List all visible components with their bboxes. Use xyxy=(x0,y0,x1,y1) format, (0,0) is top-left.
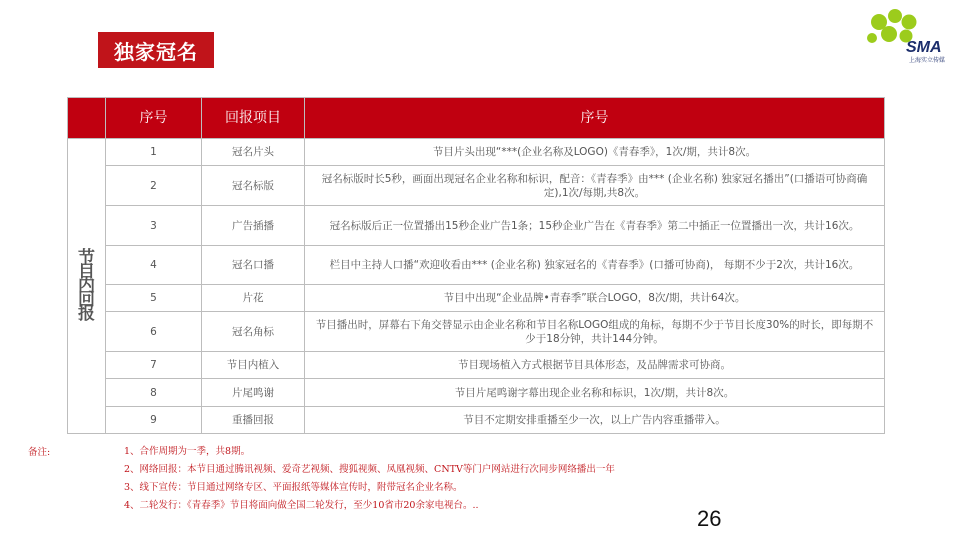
row-item: 冠名片头 xyxy=(202,139,305,166)
row-description: 节目片头出现“***(企业名称及LOGO)《青春季》，1次/期，共计8次。 xyxy=(305,139,885,166)
note-line: 1、合作周期为一季，共8期。 xyxy=(124,446,251,457)
table-row xyxy=(68,352,885,379)
row-number: 8 xyxy=(106,379,202,407)
table-row xyxy=(68,206,885,246)
table-header-row xyxy=(68,98,885,139)
notes-list xyxy=(124,444,615,516)
row-description: 栏目中主持人口播“欢迎收看由*** (企业名称) 独家冠名的《青春季》(口播可协商)， 每期不少于2次，共计16次。 xyxy=(305,246,885,285)
row-description: 节目不定期安排重播至少一次，以上广告内容重播带入。 xyxy=(305,407,885,434)
row-item: 广告插播 xyxy=(202,206,305,246)
row-number: 1 xyxy=(106,139,202,166)
note-line: 2、网络回报：本节目通过腾讯视频、爱奇艺视频、搜狐视频、凤凰视频、CNTV等门户网站进行次同步网络播出一年 xyxy=(124,464,615,475)
header-item: 回报项目 xyxy=(202,98,305,139)
table-row xyxy=(68,166,885,206)
header-empty xyxy=(68,98,106,139)
row-number: 5 xyxy=(106,285,202,312)
row-item: 片花 xyxy=(202,285,305,312)
note-line: 4、二轮发行：《青春季》节目将面向做全国二轮发行，至少10省市20余家电视台。.. xyxy=(124,500,479,511)
row-description: 节目现场植入方式根据节目具体形态，及品牌需求可协商。 xyxy=(305,352,885,379)
note-line: 3、线下宣传：节目通过网络专区、平面报纸等媒体宣传时，附带冠名企业名称。 xyxy=(124,482,463,493)
row-number: 9 xyxy=(106,407,202,434)
row-item: 冠名角标 xyxy=(202,312,305,352)
table-row xyxy=(68,312,885,352)
row-item: 冠名口播 xyxy=(202,246,305,285)
header-description: 序号 xyxy=(305,98,885,139)
logo-text: SMA xyxy=(906,39,942,56)
row-number: 6 xyxy=(106,312,202,352)
row-item: 冠名标版 xyxy=(202,166,305,206)
sma-logo-graphic xyxy=(862,6,958,66)
side-label: 节目内回报 xyxy=(68,139,106,434)
row-description: 节目片尾鸣谢字幕出现企业名称和标识，1次/期，共计8次。 xyxy=(305,379,885,407)
page-title: 独家冠名 xyxy=(98,32,214,68)
logo-subtitle: 上海实立传媒 xyxy=(909,57,946,64)
row-number: 3 xyxy=(106,206,202,246)
table-row xyxy=(68,246,885,285)
table-row xyxy=(68,379,885,407)
page-number: 26 xyxy=(697,506,722,531)
notes-label: 备注: xyxy=(28,447,51,458)
table-row xyxy=(68,139,885,166)
row-description: 冠名标版后正一位置播出15秒企业广告1条；15秒企业广告在《青春季》第二中插正一位置播出一次，共计16次。 xyxy=(305,206,885,246)
row-number: 4 xyxy=(106,246,202,285)
returns-table xyxy=(67,97,885,434)
row-description: 节目中出现“企业品牌•青春季”联合LOGO，8次/期，共计64次。 xyxy=(305,285,885,312)
row-item: 重播回报 xyxy=(202,407,305,434)
green-dots-icon xyxy=(867,9,917,43)
header-number: 序号 xyxy=(106,98,202,139)
row-item: 片尾鸣谢 xyxy=(202,379,305,407)
table-row xyxy=(68,285,885,312)
row-number: 2 xyxy=(106,166,202,206)
sma-logo xyxy=(862,6,958,66)
row-description: 冠名标版时长5秒，画面出现冠名企业名称和标识，配音：《青春季》由*** (企业名称) 独家冠名播出”(口播语可协商确定),1次/每期,共8次。 xyxy=(305,166,885,206)
row-number: 7 xyxy=(106,352,202,379)
table-row xyxy=(68,407,885,434)
row-item: 节目内植入 xyxy=(202,352,305,379)
row-description: 节目播出时，屏幕右下角交替显示由企业名称和节目名称LOGO组成的角标，每期不少于节目长度30%的时长，即每期不少于18分钟，共计144分钟。 xyxy=(305,312,885,352)
